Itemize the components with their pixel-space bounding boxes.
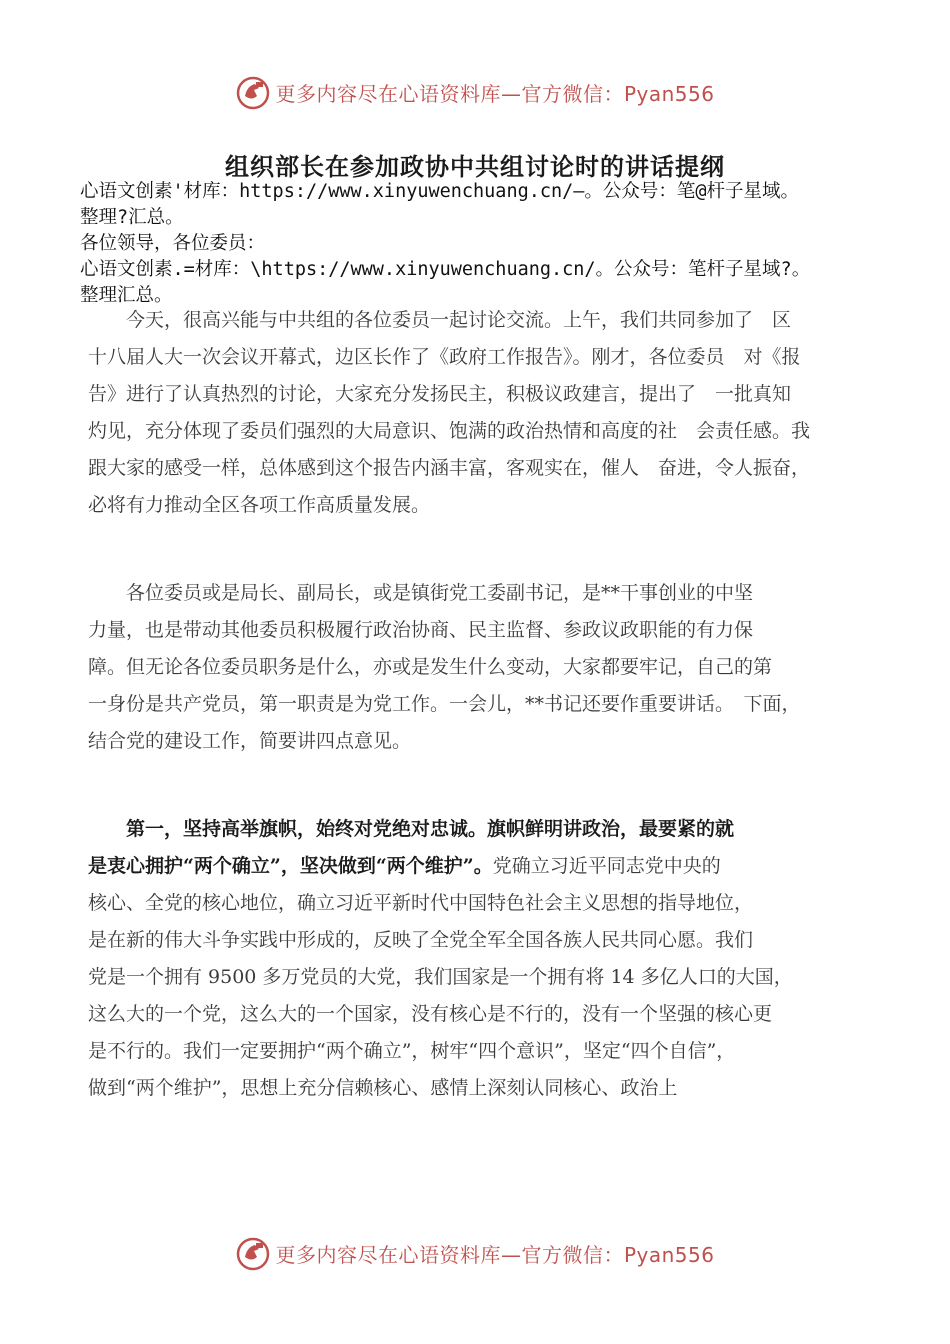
paragraph-line: 这么大的一个党，这么大的一个国家，没有核心是不行的，没有一个坚强的核心更	[88, 1003, 773, 1025]
source-line-1: 心语文创素'材库：https://www.xinyuwenchuang.cn/—。公众号：笔@杆子星域。	[80, 181, 800, 202]
footer-banner	[0, 1233, 950, 1273]
paragraph-line: 十八届人大一次会议开幕式，边区长作了《政府工作报告》。刚才，各位委员 对《报	[88, 346, 801, 368]
paragraph-line: 做到“两个维护”，思想上充分信赖核心、感情上深刻认同核心、政治上	[88, 1077, 678, 1099]
fist-logo-icon	[235, 1235, 271, 1271]
paragraph-line: 一身份是共产党员，第一职责是为党工作。一会儿，**书记还要作重要讲话。 下面，	[88, 693, 801, 715]
banner-text: 更多内容尽在心语资料库—官方微信：Pyan556	[275, 81, 715, 106]
source-line-2: 整理?汇总。	[80, 207, 184, 228]
document-title: 组织部长在参加政协中共组讨论时的讲话提纲	[225, 152, 725, 181]
paragraph-line: 是不行的。我们一定要拥护“两个确立”，树牢“四个意识”，坚定“四个自信”，	[88, 1040, 736, 1062]
paragraph-line: 今天，很高兴能与中共组的各位委员一起讨论交流。上午，我们共同参加了 区	[88, 309, 792, 331]
paragraph-line: 各位委员或是局长、副局长，或是镇街党工委副书记，是**干事创业的中坚	[88, 582, 754, 604]
paragraph-3	[88, 811, 878, 1107]
paragraph-line: 跟大家的感受一样，总体感到这个报告内涵丰富，客观实在，催人 奋进，令人振奋，	[88, 457, 811, 479]
paragraph-1	[88, 302, 878, 524]
source-line-4: 整理汇总。	[80, 285, 173, 306]
paragraph-line: 告》进行了认真热烈的讨论，大家充分发扬民主，积极议政建言，提出了 一批真知	[88, 383, 792, 405]
fist-logo-icon	[235, 74, 271, 110]
paragraph-line: 必将有力推动全区各项工作高质量发展。	[88, 494, 431, 516]
header-banner	[0, 72, 950, 112]
paragraph-line: 灼见，充分体现了委员们强烈的大局意识、饱满的政治热情和高度的社 会责任感。我	[88, 420, 811, 442]
paragraph-line: 结合党的建设工作，简要讲四点意见。	[88, 730, 412, 752]
paragraph-text: 党确立习近平同志党中央的	[492, 855, 721, 877]
paragraph-2	[88, 575, 878, 760]
paragraph-line	[88, 848, 878, 885]
paragraph-line: 党是一个拥有 9500 多万党员的大党，我们国家是一个拥有将 14 多亿人口的大国，	[88, 966, 793, 988]
source-line-3: 心语文创素.=材库：\https://www.xinyuwenchuang.cn/。公众号：笔杆子星域?。	[80, 259, 811, 280]
paragraph-line: 核心、全党的核心地位，确立习近平新时代中国特色社会主义思想的指导地位，	[88, 892, 754, 914]
paragraph-line: 障。但无论各位委员职务是什么，亦或是发生什么变动，大家都要牢记，自己的第	[88, 656, 773, 678]
bold-heading-text: 第一，坚持高举旗帜，始终对党绝对忠诚。旗帜鲜明讲政治，最要紧的就	[88, 818, 735, 840]
greeting-line: 各位领导，各位委员：	[80, 233, 266, 254]
paragraph-line	[88, 811, 878, 848]
paragraph-line: 力量，也是带动其他委员积极履行政治协商、民主监督、参政议政职能的有力保	[88, 619, 754, 641]
bold-heading-text: 是衷心拥护“两个确立”，坚决做到“两个维护”。	[88, 855, 493, 877]
paragraph-line: 是在新的伟大斗争实践中形成的，反映了全党全军全国各族人民共同心愿。我们	[88, 929, 754, 951]
banner-text: 更多内容尽在心语资料库—官方微信：Pyan556	[275, 1242, 715, 1267]
